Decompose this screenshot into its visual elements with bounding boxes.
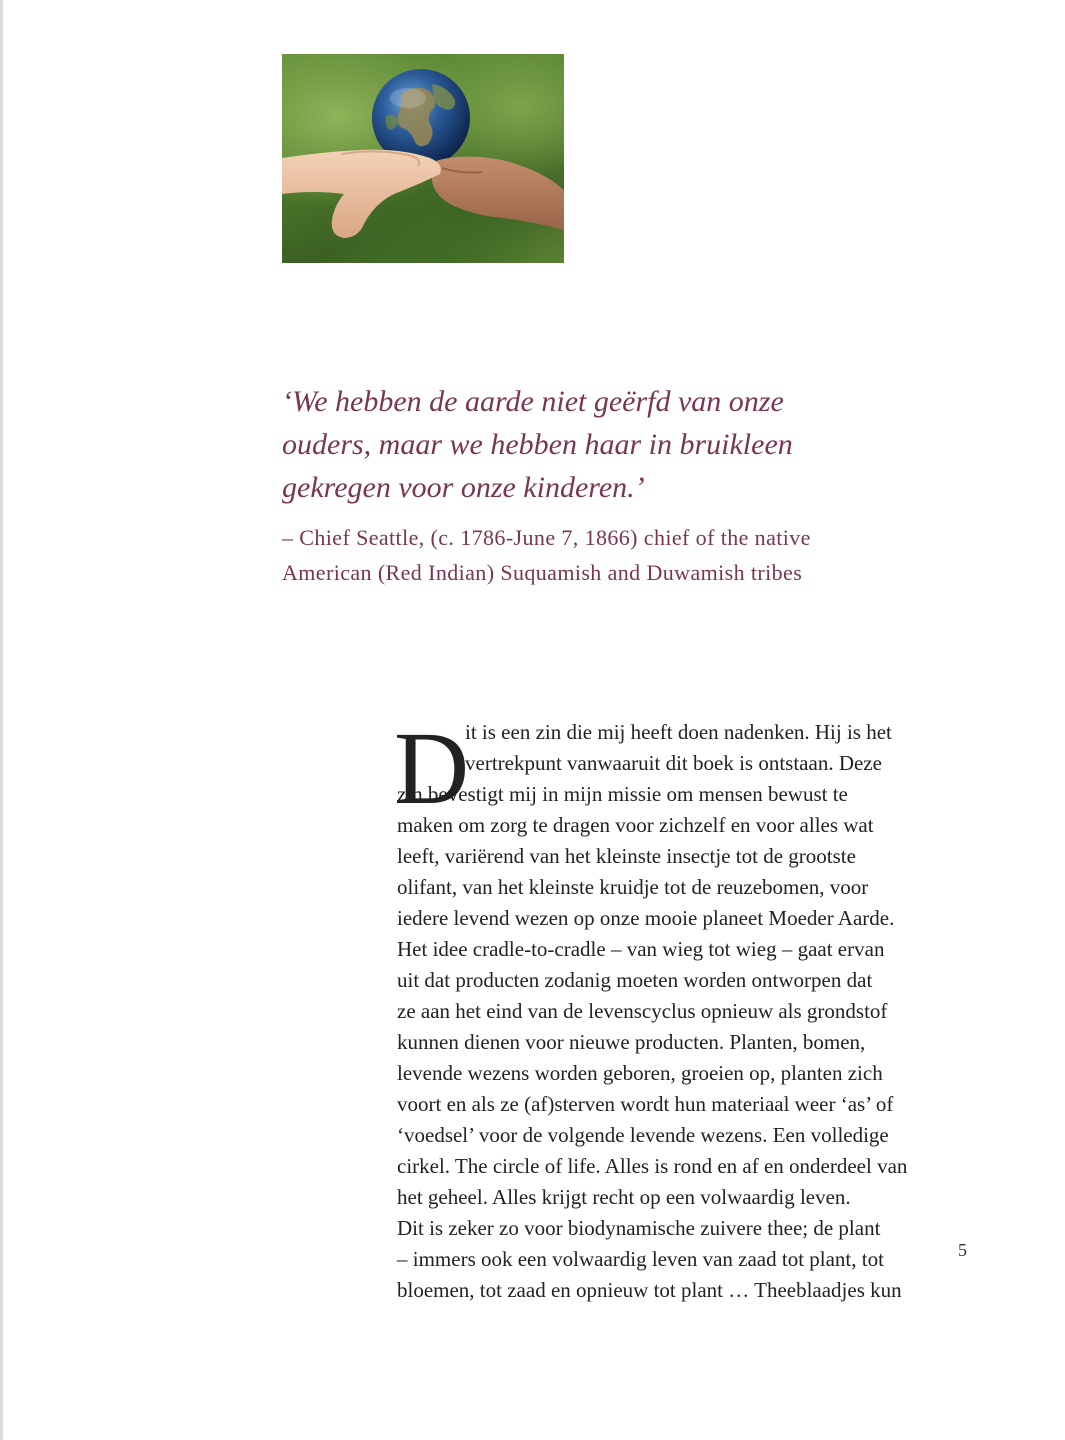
body-line: cirkel. The circle of life. Alles is rond en af en onderdeel van: [397, 1154, 908, 1178]
body-line: ze aan het eind van de levenscyclus opnieuw als grondstof: [397, 999, 888, 1023]
quote-line: ‘We hebben de aarde niet geërfd van onze: [282, 385, 784, 418]
body-line: leeft, variërend van het kleinste insectje tot de grootste: [397, 844, 856, 868]
body-line: Het idee cradle-to-cradle – van wieg tot wieg – gaat ervan: [397, 937, 885, 961]
body-line: levende wezens worden geboren, groeien op, planten zich: [397, 1061, 883, 1085]
body-line: uit dat producten zodanig moeten worden ontworpen dat: [397, 968, 873, 992]
body-line: maken om zorg te dragen voor zichzelf en voor alles wat: [397, 813, 874, 837]
attribution-line: – Chief Seattle, (c. 1786-June 7, 1866) chief of the native: [282, 525, 811, 550]
body-line: kunnen dienen voor nieuwe producten. Planten, bomen,: [397, 1030, 866, 1054]
page-edge: [0, 0, 3, 1440]
page-number: 5: [958, 1240, 967, 1260]
quote-line: ouders, maar we hebben haar in bruikleen: [282, 428, 793, 461]
body-paragraph: [394, 711, 982, 1306]
body-line: iedere levend wezen op onze mooie planeet Moeder Aarde.: [397, 906, 895, 930]
body-line: it is een zin die mij heeft doen nadenken. Hij is het: [465, 720, 892, 744]
attribution-line: American (Red Indian) Suquamish and Duwamish tribes: [282, 560, 803, 585]
body-line: Dit is zeker zo voor biodynamische zuivere thee; de plant: [397, 1216, 881, 1240]
body-line: bloemen, tot zaad en opnieuw tot plant … Theeblaadjes kun: [397, 1278, 902, 1302]
body-line: ‘voedsel’ voor de volgende levende wezens. Een volledige: [397, 1123, 889, 1147]
body-line: vertrekpunt vanwaaruit dit boek is ontstaan. Deze: [465, 751, 882, 775]
epigraph-quote: [282, 380, 882, 509]
body-line: olifant, van het kleinste kruidje tot de reuzebomen, voor: [397, 875, 869, 899]
body-line: – immers ook een volwaardig leven van zaad tot plant, tot: [397, 1247, 884, 1271]
body-line: voort en als ze (af)sterven wordt hun materiaal weer ‘as’ of: [397, 1092, 894, 1116]
earth-in-hands-photo: [282, 54, 564, 263]
quote-line: gekregen voor onze kinderen.’: [282, 471, 645, 504]
earth-in-hands-illustration: [282, 54, 564, 263]
quote-attribution: [282, 520, 922, 590]
drop-cap: D: [394, 711, 470, 826]
body-line: het geheel. Alles krijgt recht op een volwaardig leven.: [397, 1185, 851, 1209]
body-line: zin bevestigt mij in mijn missie om mensen bewust te: [397, 782, 848, 806]
